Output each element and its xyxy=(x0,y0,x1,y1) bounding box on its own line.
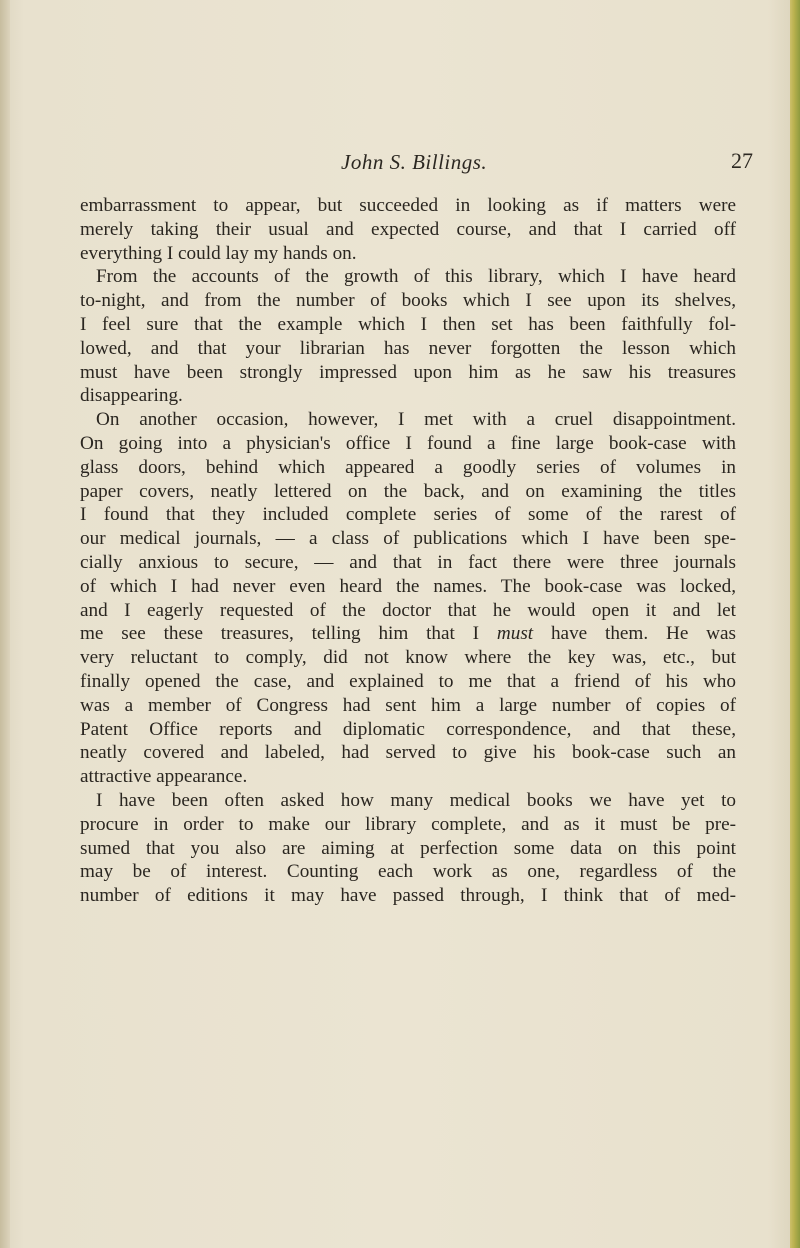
text-line: cially anxious to secure, — and that in fact there were three journals xyxy=(80,551,736,573)
page-number: 27 xyxy=(731,148,753,173)
text-line: I found that they included complete series of some of the rarest of xyxy=(80,504,736,526)
text-line-with-emphasis xyxy=(80,622,736,646)
text-line: lowed, and that your librarian has never forgotten the lesson which xyxy=(80,337,736,359)
text-line: and I eagerly requested of the doctor that he would open it and let xyxy=(80,599,736,621)
paragraph-start-line: From the accounts of the growth of this library, which I have heard xyxy=(96,266,736,288)
text-line: finally opened the case, and explained to me that a friend of his who xyxy=(80,670,736,692)
text-line: our medical journals, — a class of publications which I have been spe- xyxy=(80,528,736,550)
text-segment: me see these treasures, telling him that I xyxy=(80,623,480,645)
text-line: to-night, and from the number of books which I see upon its shelves, xyxy=(80,290,736,312)
text-line: must have been strongly impressed upon him as he saw his treasures xyxy=(80,361,736,383)
text-line: number of editions it may have passed through, I think that of med- xyxy=(80,885,736,907)
body-text xyxy=(80,194,736,908)
page-left-edge xyxy=(0,0,10,1248)
text-segment: have them. He was xyxy=(550,623,736,645)
text-line: glass doors, behind which appeared a goodly series of volumes in xyxy=(80,456,736,478)
paragraph-start-line: I have been often asked how many medical books we have yet to xyxy=(96,789,736,811)
book-cover-edge xyxy=(790,0,800,1248)
text-line: attractive appearance. xyxy=(80,766,248,788)
text-line: sumed that you also are aiming at perfection some data on this point xyxy=(80,837,736,859)
text-line: embarrassment to appear, but succeeded in looking as if matters were xyxy=(80,195,736,216)
text-line: Patent Office reports and diplomatic correspondence, and that these, xyxy=(80,718,736,740)
paragraph-start-line: On another occasion, however, I met with a cruel disappointment. xyxy=(96,409,736,431)
text-line: paper covers, neatly lettered on the back, and on examining the titles xyxy=(80,480,736,502)
text-line: everything I could lay my hands on. xyxy=(80,242,357,264)
text-line: may be of interest. Counting each work as one, regardless of the xyxy=(80,861,736,883)
page-header xyxy=(0,150,800,178)
running-title: John S. Billings. xyxy=(341,150,488,174)
text-line: On going into a physician's office I found a fine large book-case with xyxy=(80,432,736,454)
text-line: disappearing. xyxy=(80,385,183,407)
text-line: neatly covered and labeled, had served to give his book-case such an xyxy=(80,742,736,764)
text-line: procure in order to make our library complete, and as it must be pre- xyxy=(80,813,736,835)
text-line: of which I had never even heard the names. The book-case was locked, xyxy=(80,575,736,597)
emphasized-word: must xyxy=(496,623,534,645)
text-line: very reluctant to comply, did not know where the key was, etc., but xyxy=(80,647,736,669)
text-line: I feel sure that the example which I then set has been faithfully fol- xyxy=(80,313,736,335)
text-line: was a member of Congress had sent him a large number of copies of xyxy=(80,694,736,716)
text-line: merely taking their usual and expected course, and that I carried off xyxy=(80,218,736,240)
